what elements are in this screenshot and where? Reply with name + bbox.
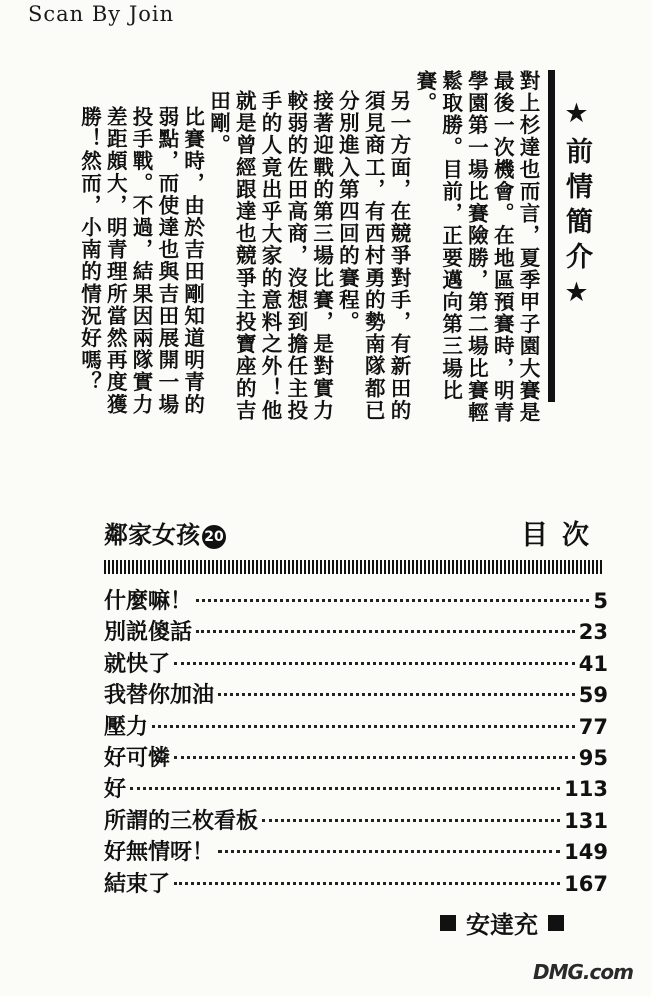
- toc-entry[interactable]: [104, 615, 608, 646]
- toc-entry-title: 別説傻話: [104, 620, 193, 646]
- toc-entry[interactable]: [104, 710, 608, 741]
- toc-leader-dots: [174, 882, 560, 885]
- toc-leader-dots: [196, 630, 575, 633]
- toc-entry-title: 好可憐: [104, 745, 171, 771]
- toc-leader-dots: [196, 599, 589, 602]
- toc-entry[interactable]: [104, 804, 608, 835]
- toc-entry[interactable]: [104, 772, 608, 803]
- toc-entry-page: 77: [578, 714, 608, 739]
- synopsis-heading-rule: [548, 70, 555, 402]
- synopsis-heading: ★前情簡介★: [561, 98, 592, 316]
- toc-entry-page: 59: [578, 683, 608, 708]
- toc-leader-dots: [218, 850, 560, 853]
- watermark-logo: DMG.com: [533, 960, 633, 984]
- synopsis-text: [56, 70, 540, 432]
- volume-badge: 20: [202, 525, 226, 549]
- toc-divider: [104, 560, 604, 574]
- toc-entry-title: 就快了: [104, 651, 171, 677]
- toc-entry[interactable]: [104, 867, 608, 898]
- toc-entry-page: 113: [564, 777, 608, 802]
- toc-entry-page: 167: [564, 871, 608, 896]
- square-bullet-icon: [548, 915, 564, 931]
- synopsis-paragraph: 另一方面，在競爭對手，有新田的須見商工，有西村勇的勢南隊都已分別進入第四回的賽程。: [335, 90, 412, 422]
- toc-leader-dots: [174, 756, 575, 759]
- toc-label: 目次: [521, 520, 603, 551]
- square-bullet-icon: [440, 915, 456, 931]
- toc-entry[interactable]: [104, 647, 608, 678]
- toc-entry[interactable]: [104, 835, 608, 866]
- toc-entry-title: 什麼嘛！: [104, 589, 193, 614]
- synopsis-paragraph: 比賽時，由於吉田剛知道明青的弱點，而使達也與吉田展開一場投手戰。不過，結果因兩隊實力差距頗大，明青理所當然再度獲勝！然而，小南的情況好嗎？: [77, 106, 205, 416]
- toc-entry-title: 好: [104, 777, 127, 803]
- toc-entry-page: 5: [593, 589, 608, 613]
- book-title-text: 鄰家女孩: [104, 521, 200, 549]
- toc-leader-dots: [130, 787, 560, 790]
- toc-entry-title: 好無情呀！: [104, 840, 215, 866]
- toc-entry[interactable]: [104, 741, 608, 772]
- toc-leader-dots: [218, 693, 575, 696]
- toc-entry-page: 149: [564, 840, 608, 865]
- synopsis-paragraph: 對上杉達也而言，夏季甲子園大賽是最後一次機會。在地區預賽時，明青學園第一場比賽險勝，第二場比賽輕鬆取勝。目前，正要邁向第三場比賽。: [412, 70, 540, 424]
- toc-entry-page: 41: [578, 651, 608, 676]
- toc-entry-page: 95: [578, 745, 608, 770]
- toc-entry-page: 131: [564, 808, 608, 833]
- toc-entry-title: 壓力: [104, 714, 149, 740]
- toc-entry-title: 結束了: [104, 871, 171, 897]
- toc-list: [104, 584, 608, 898]
- synopsis-paragraph: 接著迎戰的第三場比賽，是對實力較弱的佐田高商，沒想到擔任主投手的人竟出乎大家的意料之外！他就是曾經跟達也競爭主投寶座的吉田剛。: [206, 90, 334, 422]
- toc-entry-title: 我替你加油: [104, 683, 215, 709]
- author-name: 安達充: [466, 911, 538, 939]
- toc-leader-dots: [174, 662, 575, 665]
- toc-entry[interactable]: [104, 678, 608, 709]
- book-title: [104, 515, 226, 550]
- toc-entry[interactable]: [104, 584, 608, 615]
- toc-leader-dots: [152, 725, 575, 728]
- scan-credit: Scan By Join: [28, 2, 175, 26]
- toc-entry-page: 23: [578, 620, 608, 645]
- toc-entry-title: 所謂的三枚看板: [104, 808, 259, 834]
- author-credit: [440, 905, 564, 940]
- toc-leader-dots: [262, 819, 560, 822]
